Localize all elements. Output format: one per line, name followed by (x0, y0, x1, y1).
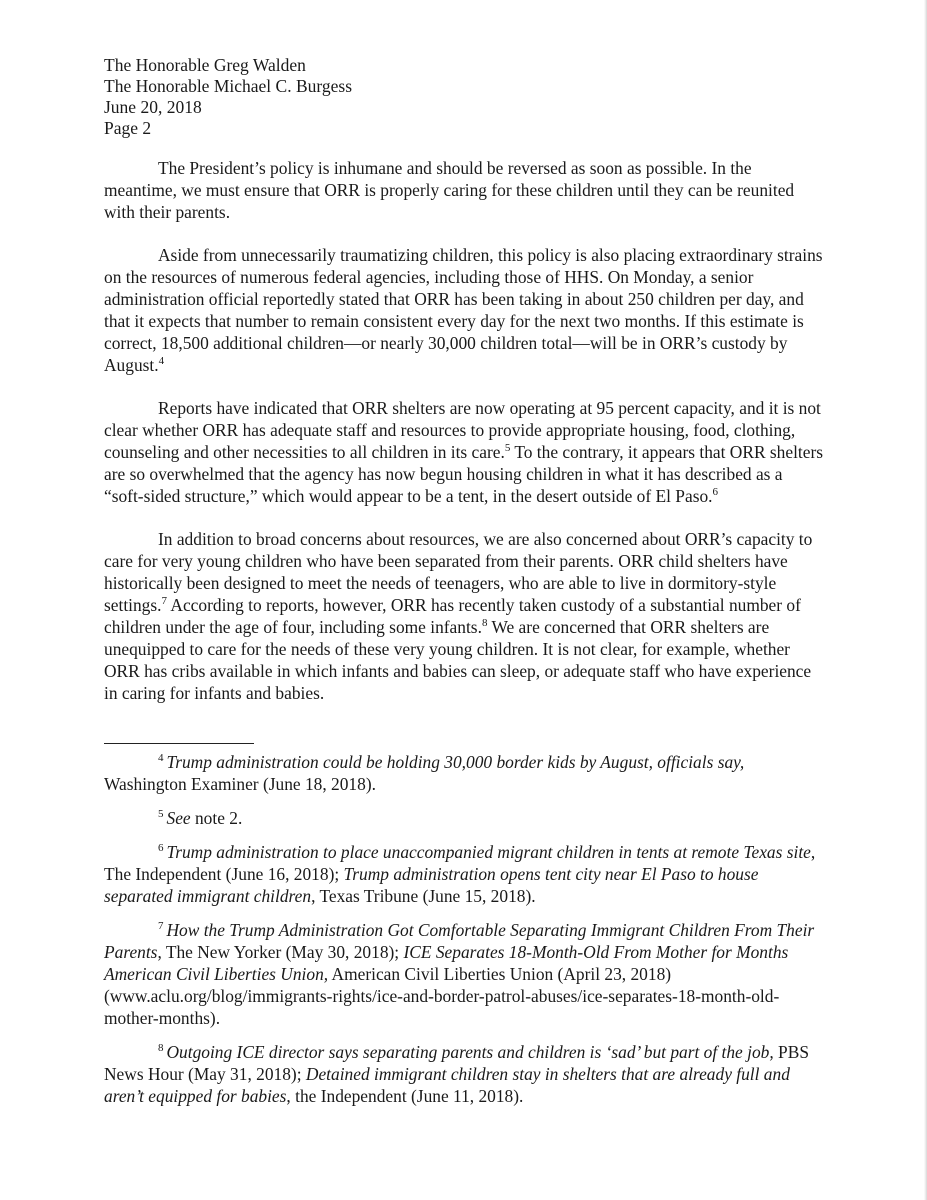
paragraph-4: In addition to broad concerns about resources, we are also concerned about ORR’s capacity to care for very young children who have been separated from their parents. ORR child shelters have historically been designed to meet the needs of teenagers, who are able to live in dormitory-style settings.$^7$ According to reports, however, ORR has recently taken custody of a substantial number of children under the age of four, including some infants.$^8$ We are concerned that ORR shelters are unequipped to care for the needs of these very young children. It is not clear, for example, whether ORR has cribs available in which infants and babies can sleep, or adequate staff who have experience in caring for infants and babies. (104, 529, 813, 703)
paragraph-2: Aside from unnecessarily traumatizing children, this policy is also placing extraordinary strains on the resources of numerous federal agencies, including those of HHS. On Monday, a senior administration official reportedly stated that ORR has been taking in about 250 children per day, and that it expects that number to remain consistent every day for the next two months. If this estimate is correct, 18,500 additional children—or nearly 30,000 children total—will be in ORR’s custody by August.$^4$ (104, 245, 823, 375)
addressee-2: The Honorable Michael C. Burgess (104, 76, 353, 96)
letter-date: June 20, 2018 (104, 97, 202, 117)
footnote-ref-8: 8 (481, 617, 488, 630)
paragraph-3: Reports have indicated that ORR shelters are now operating at 95 percent capacity, and it is not clear whether ORR has adequate staff and resources to provide appropriate housing, food, clothing, counseling and other necessities to all children in its care.$^5$ To the contrary, it appears that ORR shelters are so overwhelmed that the agency has now begun housing children in what it has described as a “soft-sided structure,” which would appear to be a tent, in the desert outside of El Paso.$^6$ (104, 398, 824, 506)
paragraph-1: The President’s policy is inhumane and should be reversed as soon as possible. In the meantime, we must ensure that ORR is properly caring for these children until they can be reunited with their parents. (104, 158, 795, 222)
letter-body (104, 157, 826, 725)
page-number: Page 2 (104, 118, 152, 138)
footnote-4: $^4$ Trump administration could be holding 30,000 border kids by August, officials say, Washington Examiner (June 18, 2018). (104, 752, 745, 794)
footnote-8: $^8$ Outgoing ICE director says separating parents and children is ‘sad’ but part of the job, PBS News Hour (May 31, 2018); Detained immigrant children stay in shelters that are already full and aren’t equipped for babies, the Independent (June 11, 2018). (104, 1042, 809, 1106)
footnote-ref-6: 6 (712, 486, 719, 499)
footnote-separator (104, 743, 254, 744)
footnote-ref-7: 7 (161, 595, 167, 608)
footnotes (104, 751, 826, 1119)
footnote-ref-5: 5 (504, 442, 511, 455)
letter-header (104, 55, 352, 139)
footnote-7: $^7$ How the Trump Administration Got Comfortable Separating Immigrant Children From Their Parents, The New Yorker (May 30, 2018); ICE Separates 18-Month-Old From Mother for Months American Civil Liberties Union, American Civil Liberties Union (April 23, 2018) (www.aclu.org/blog/immigrants-rights/ice-and-border-patrol-abuses/ice-separates-18-month-old-mother-months). (104, 920, 815, 1028)
footnote-ref-4: 4 (158, 355, 165, 368)
footnote-6: $^6$ Trump administration to place unaccompanied migrant children in tents at remote Texas site, The Independent (June 16, 2018); Trump administration opens tent city near El Paso to house separated immigrant children, Texas Tribune (June 15, 2018). (104, 842, 816, 906)
addressee-1: The Honorable Greg Walden (104, 55, 306, 75)
footnote-5: $^5$ See note 2. (158, 808, 243, 828)
